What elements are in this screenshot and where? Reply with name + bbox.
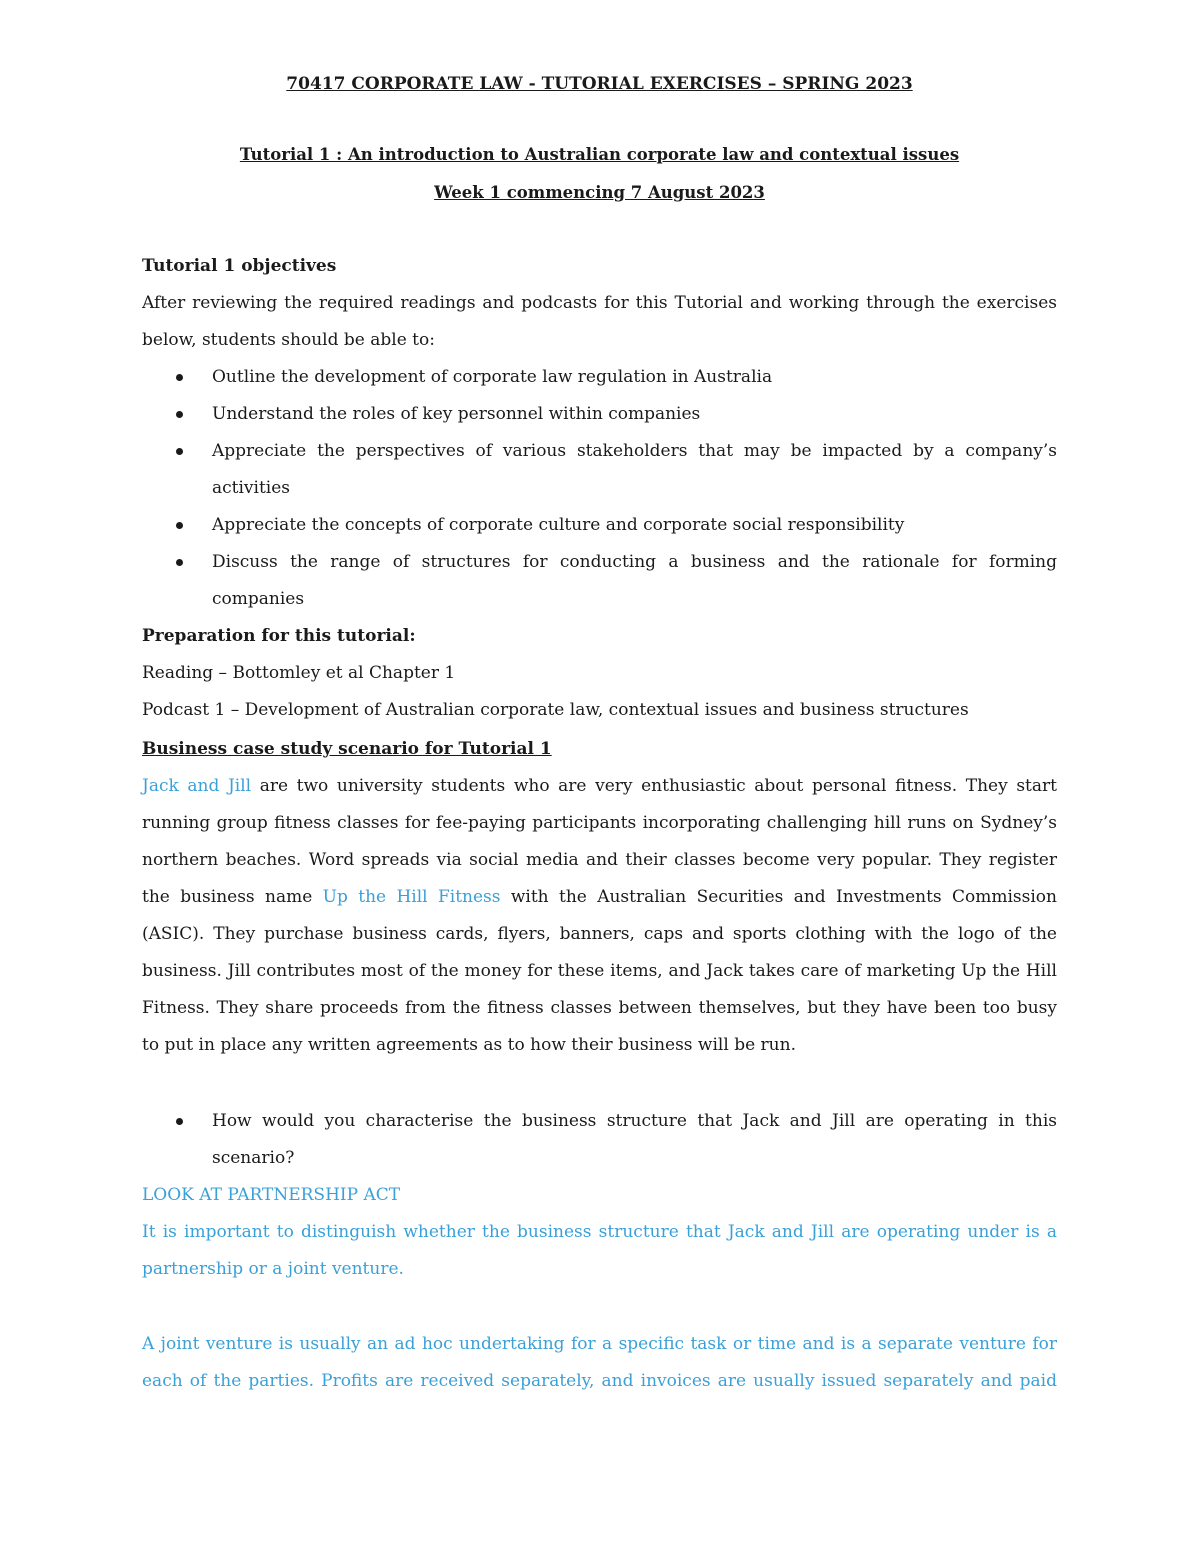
list-item: Understand the roles of key personnel within companies: [142, 396, 1057, 433]
objectives-heading: Tutorial 1 objectives: [142, 256, 337, 276]
tutorial-title: Tutorial 1 : An introduction to Australian corporate law and contextual issues: [239, 145, 960, 164]
case-study-business-name: Up the Hill Fitness: [322, 887, 501, 907]
question-list: [142, 1103, 1057, 1177]
bullet-icon: [176, 1118, 183, 1125]
case-study-text: Jack and Jill are two university students who are very enthusiastic about personal fitness. They start running group fitness classes for fee-paying participants incorporating challenging hill runs on Sydney’s northern beaches. Word spreads via social media and their classes become very popular. They register the business name Up the Hill Fitness with the Australian Securities and Investments Commission (ASIC). They purchase business cards, flyers, banners, caps and sports clothing with the logo of the business. Jill contributes most of the money for these items, and Jack takes care of marketing Up the Hill Fitness. They share proceeds from the fitness classes between themselves, but they have been too busy to put in place any written agreements as to how their business will be run.: [142, 776, 1057, 1055]
case-study-section: [142, 731, 1057, 1064]
bullet-icon: [176, 522, 183, 529]
bullet-icon: [176, 411, 183, 418]
list-item: Appreciate the concepts of corporate culture and corporate social responsibility: [142, 507, 1057, 544]
objectives-section: [142, 248, 1057, 729]
bullet-icon: [176, 374, 183, 381]
bullet-icon: [176, 448, 183, 455]
bullet-icon: [176, 559, 183, 566]
answer-paragraph-1: It is important to distinguish whether the business structure that Jack and Jill are operating under is a partnership or a joint venture.: [142, 1222, 1057, 1279]
case-study-heading: Business case study scenario for Tutorial 1: [142, 739, 552, 759]
answer-note: LOOK AT PARTNERSHIP ACT: [142, 1185, 401, 1205]
list-item: Outline the development of corporate law regulation in Australia: [142, 359, 1057, 396]
document-title: 70417 CORPORATE LAW - TUTORIAL EXERCISES – SPRING 2023: [286, 74, 913, 94]
case-study-names: Jack and Jill: [142, 776, 252, 796]
objectives-intro: After reviewing the required readings and podcasts for this Tutorial and working through the exercises below, students should be able to:: [142, 293, 1057, 350]
list-item: Appreciate the perspectives of various stakeholders that may be impacted by a company’s activities: [142, 433, 1057, 507]
preparation-reading: Reading – Bottomley et al Chapter 1: [142, 663, 456, 683]
preparation-podcast: Podcast 1 – Development of Australian corporate law, contextual issues and business structures: [142, 700, 969, 720]
list-item: Discuss the range of structures for conducting a business and the rationale for forming companies: [142, 544, 1057, 618]
objectives-list: [142, 359, 1057, 618]
answer-section: [142, 1326, 1057, 1400]
answer-paragraph-2: A joint venture is usually an ad hoc undertaking for a specific task or time and is a separate venture for each of the parties. Profits are received separately, and invoices are usually issued separately and paid: [142, 1334, 1057, 1391]
question-section: [142, 1103, 1057, 1288]
preparation-heading: Preparation for this tutorial:: [142, 626, 416, 646]
tutorial-week: Week 1 commencing 7 August 2023: [434, 183, 765, 202]
list-item: How would you characterise the business structure that Jack and Jill are operating in this scenario?: [142, 1103, 1057, 1177]
